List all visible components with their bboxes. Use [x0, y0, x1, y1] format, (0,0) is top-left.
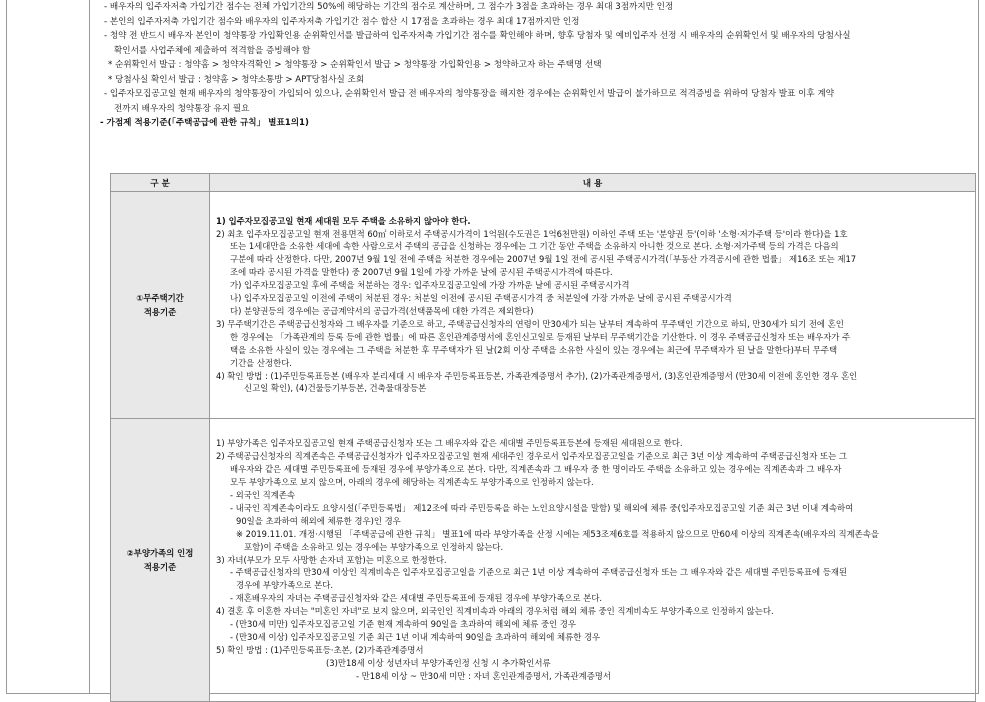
row-label-line2: 적용기준	[143, 562, 177, 572]
content-line: - 재혼배우자의 자녀는 주택공급신청자와 같은 세대별 주민등록표에 등재된 경우에 부양가족으로 본다.	[230, 593, 603, 604]
content-line: 4) 결혼 후 이혼한 자녀는 "미혼인 자녀"로 보지 않으며, 외국인인 직계비속과 아래의 경우처럼 해외 체류 중인 직계비속도 부양가족으로 인정하지 않는다.	[216, 606, 774, 617]
content-line: - 내국인 직계존속이라도 요양시설(「주민등록법」 제12조에 따라 주민등록을 하는 노인요양시설을 말함) 및 해외에 체류 중(입주자모집공고일 기준 최근 3년 이내 계속하여	[230, 502, 854, 513]
intro-line: - 입주자모집공고일 현재 배우자의 청약통장이 가입되어 있으나, 순위확인서 발급 전 배우자의 청약통장을 해지한 경우에는 순위확인서 발급이 불가하므로 적격증빙을 위하여 당첨자 발표 이후 계약	[104, 89, 835, 99]
intro-lines	[92, 0, 977, 116]
content-line: 1) 입주자모집공고일 현재 세대원 모두 주택을 소유하지 않아야 한다.	[216, 215, 471, 226]
content-line: - (만30세 이상) 입주자모집공고일 기준 최근 1년 이내 계속하여 90일을 초과하여 해외에 체류한 경우	[230, 631, 601, 642]
content-line: 또는 1세대만을 소유한 세대에 속한 사람으로서 주택의 공급을 신청하는 경우에는 그 기간 동안 주택을 소유하지 아니한 것으로 본다. 소형·저가주택 등의 가격은 다음의	[230, 241, 839, 252]
intro-line: * 순위확인서 발급 : 청약홈 > 청약자격확인 > 청약통장 > 순위확인서 발급 > 청약통장 가입확인용 > 청약하고자 하는 주택명 선택	[108, 60, 602, 70]
section-title: - 가점제 적용기준(「주택공급에 관한 규칙」 별표1의1)	[100, 118, 309, 128]
content-line: - 외국인 직계존속	[230, 490, 295, 501]
table-row	[111, 419, 976, 702]
content-line: 택을 소유한 사실이 있는 경우에는 그 주택을 처분한 후 무주택자가 된 날(2회 이상 주택을 소유한 사실이 있는 경우에는 최근에 무주택자가 된 날을 말한다)부터 무주택	[230, 344, 838, 355]
content-line: 2) 주택공급신청자의 직계존속은 주택공급신청자가 입주자모집공고일 현재 세대주인 경우로서 입주자모집공고일을 기준으로 최근 3년 이상 계속하여 주택공급신청자 또는 그	[216, 451, 847, 462]
row-label-line2: 적용기준	[143, 307, 177, 317]
intro-section	[92, 0, 977, 131]
content-line: - 만18세 이상 ~ 만30세 미만 : 자녀 혼인관계증명서, 가족관계증명서	[356, 670, 611, 681]
intro-line: * 당첨사실 확인서 발급 : 청약홈 > 청약소통방 > APT당첨사실 조회	[108, 74, 365, 85]
criteria-table	[110, 173, 976, 702]
content-line: 한 경우에는 「가족관계의 등록 등에 관한 법률」에 따른 혼인관계증명서에 혼인신고일로 등재된 날부터 무주택기간을 기산한다. 이 경우 주택공급신청자 또는 배우자가 주	[230, 331, 851, 342]
row-content-dependents	[210, 419, 976, 702]
left-margin-column	[6, 0, 90, 694]
content-line: 나) 입주자모집공고일 이전에 주택이 처분된 경우: 처분일 이전에 공시된 주택공시가격 중 처분일에 가장 가까운 날에 공시된 주택공시가격	[230, 293, 732, 304]
content-line: - 주택공급신청자의 만30세 이상인 직계비속은 입주자모집공고일을 기준으로 최근 1년 이상 계속하여 주택공급신청자 또는 그 배우자와 같은 세대별 주민등록표에 등재된	[230, 567, 848, 578]
content-line: 경우에 부양가족으로 본다.	[236, 580, 333, 591]
row-label-line1: ②부양가족의 인정	[126, 548, 194, 558]
content-line: 기간을 산정한다.	[230, 357, 292, 368]
content-line: (3)만18세 이상 성년자녀 부양가족인정 신청 시 추가확인서류	[326, 657, 551, 668]
content-line: 조에 따라 공시된 가격을 말한다) 중 2007년 9월 1일에 가장 가까운 날에 공시된 주택공시가격에 따른다.	[230, 267, 613, 278]
content-line: 가) 입주자모집공고일 후에 주택을 처분하는 경우: 입주자모집공고일에 가장 가까운 날에 공시된 주택공시가격	[230, 280, 630, 291]
header-content: 내 용	[210, 174, 976, 192]
row-content-homeless-period	[210, 192, 976, 419]
content-line: 3) 자녀(부모가 모두 사망한 손자녀 포함)는 미혼으로 한정한다.	[216, 554, 447, 565]
content-line: 모두 부양가족으로 보지 않으며, 아래의 경우에 해당하는 직계존속도 부양가족으로 인정하지 않는다.	[230, 477, 594, 488]
content-line: 구분에 따라 산정한다. 다만, 2007년 9월 1일 전에 주택을 처분한 경우에는 2007년 9월 1일 전에 공시된 주택공시가격(「부동산 가격공시에 관한 법률」 제16조 또는 제17	[230, 254, 857, 265]
content-line: 90일을 초과하여 해외에 체류한 경우)인 경우	[236, 515, 401, 526]
content-line: 신고일 확인), (4)건물등기부등본, 건축물대장등본	[244, 383, 427, 394]
intro-line: - 배우자의 입주자저축 가입기간 점수는 전체 가입기간의 50%에 해당하는 기간의 점수로 계산하며, 그 점수가 3점을 초과하는 경우 최대 3점까지만 인정	[104, 2, 674, 12]
content-line: 5) 확인 방법 : (1)주민등록표등·초본, (2)가족관계증명서	[216, 644, 424, 655]
table-header-row	[111, 174, 976, 192]
intro-line: - 청약 전 반드시 배우자 본인이 청약통장 가입확인용 순위확인서를 발급하여 입주자저축 가입기간 점수를 확인해야 하며, 향후 당첨자 및 예비입주자 선정 시 배우자의 순위확인서 및 배우자의 당첨사실	[104, 31, 851, 41]
row-label-dependents	[111, 419, 210, 702]
content-line: 4) 확인 방법 : (1)주민등록표등본 (배우자 분리세대 시 배우자 주민등록표등본, 가족관계증명서 추가), (2)가족관계증명서, (3)혼인관계증명서 (만30세 이전에 혼인한 경우 혼인	[216, 370, 858, 381]
content-line: 3) 무주택기간은 주택공급신청자와 그 배우자를 기준으로 하고, 주택공급신청자의 연령이 만30세가 되는 날부터 계속하여 무주택인 기간으로 하되, 만30세가 되기 전에 혼인	[216, 318, 844, 329]
content-line: 포함)이 주택을 소유하고 있는 경우에는 부양가족으로 인정하지 않는다.	[244, 541, 504, 552]
row-label-line1: ①무주택기간	[136, 293, 184, 303]
intro-line: - 본인의 입주자저축 가입기간 점수와 배우자의 입주자저축 가입기간 점수 합산 시 17점을 초과하는 경우 최대 17점까지만 인정	[104, 16, 580, 27]
content-line: 1) 부양가족은 입주자모집공고일 현재 주택공급신청자 또는 그 배우자와 같은 세대별 주민등록표등본에 등재된 세대원으로 한다.	[216, 438, 683, 449]
content-line: 배우자와 같은 세대별 주민등록표에 등재된 경우에 부양가족으로 본다. 다만, 직계존속과 그 배우자 중 한 명이라도 주택을 소유하고 있는 경우에는 직계존속과 그 배우자	[230, 464, 842, 475]
content-line: ※ 2019.11.01. 개정·시행된 「주택공급에 관한 규칙」 별표1에 따라 부양가족을 산정 시에는 제53조제6호를 적용하지 않으므로 만60세 이상의 직계존속(배우자의 직계존속을	[236, 528, 879, 539]
table-row	[111, 192, 976, 419]
content-line: 다) 분양권등의 경우에는 공급계약서의 공급가격(선택품목에 대한 가격은 제외한다)	[230, 306, 534, 316]
intro-line: 전까지 배우자의 청약통장 유지 필요	[114, 103, 250, 114]
intro-line: 확인서를 사업주체에 제출하여 적격함을 증빙해야 함	[114, 45, 311, 56]
row-label-homeless-period	[111, 192, 210, 419]
content-line: 2) 최초 입주자모집공고일 현재 전용면적 60㎡ 이하로서 주택공시가격이 1억원(수도권은 1억6천만원) 이하인 주택 또는 '분양권 등'(이하 '소형·저가주택 등'이라 한다)을 1호	[216, 228, 848, 239]
header-category: 구 분	[111, 174, 210, 192]
content-line: - (만30세 미만) 입주자모집공고일 기준 현재 계속하여 90일을 초과하여 해외에 체류 중인 경우	[230, 619, 576, 630]
